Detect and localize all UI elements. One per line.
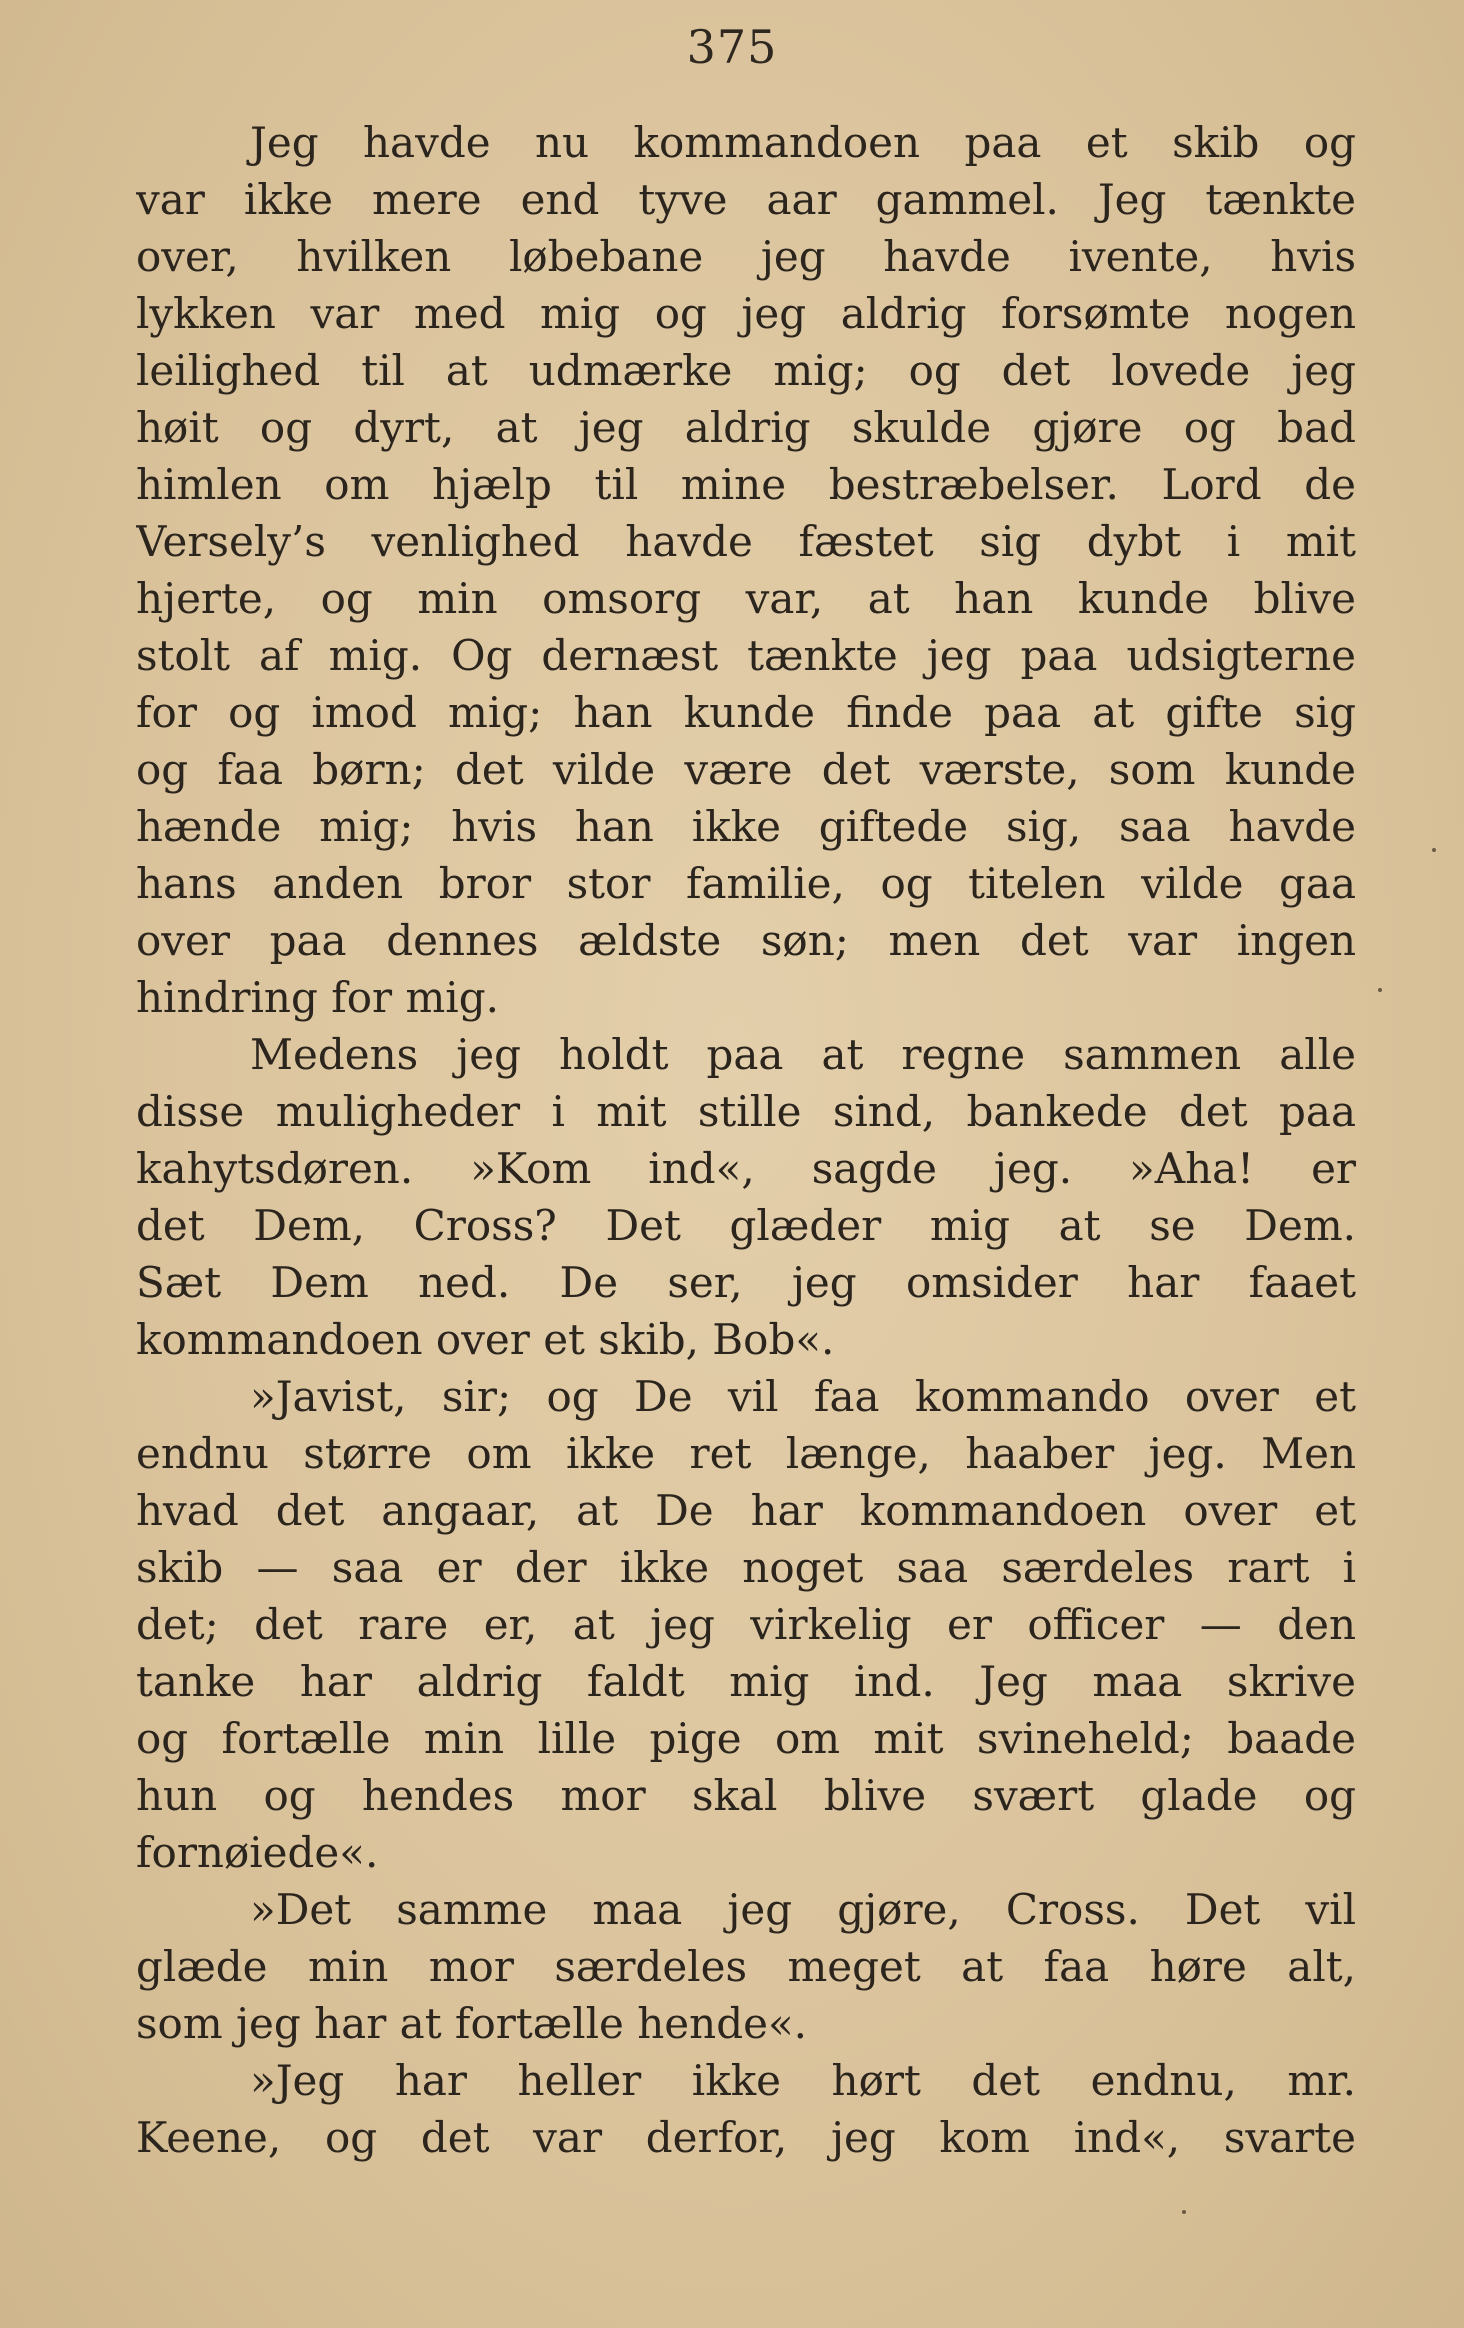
text-line: høit og dyrt, at jeg aldrig skulde gjøre og bad (136, 403, 1356, 452)
text-line: kommandoen over et skib, Bob«. (136, 1315, 835, 1364)
paper-speck (1182, 2210, 1186, 2214)
text-line: hindring for mig. (136, 973, 499, 1022)
text-line: over, hvilken løbebane jeg havde ivente, hvis (136, 232, 1356, 281)
text-line: endnu større om ikke ret længe, haaber jeg. Men (136, 1429, 1356, 1478)
text-line: himlen om hjælp til mine bestræbelser. Lord de (136, 460, 1356, 509)
text-line: hjerte, og min omsorg var, at han kunde blive (136, 574, 1356, 623)
paper-speck (1378, 988, 1382, 992)
text-line: og fortælle min lille pige om mit svineheld; baade (136, 1714, 1356, 1763)
text-line: over paa dennes ældste søn; men det var ingen (136, 916, 1356, 965)
text-line: Medens jeg holdt paa at regne sammen alle (250, 1030, 1356, 1079)
page-number: 375 (686, 20, 778, 74)
text-line: kahytsdøren. »Kom ind«, sagde jeg. »Aha! er (136, 1144, 1356, 1193)
text-line: for og imod mig; han kunde finde paa at gifte sig (136, 688, 1356, 737)
text-line: var ikke mere end tyve aar gammel. Jeg tænkte (136, 175, 1356, 224)
text-line: som jeg har at fortælle hende«. (136, 1999, 807, 2048)
text-line: glæde min mor særdeles meget at faa høre alt, (136, 1942, 1356, 1991)
text-line: hænde mig; hvis han ikke giftede sig, saa havde (136, 802, 1356, 851)
paper-speck (1432, 848, 1436, 852)
text-line: Jeg havde nu kommandoen paa et skib og (250, 118, 1356, 167)
text-line: og faa børn; det vilde være det værste, som kunde (136, 745, 1356, 794)
text-line: hun og hendes mor skal blive svært glade og (136, 1771, 1356, 1820)
text-line: Keene, og det var derfor, jeg kom ind«, svarte (136, 2113, 1356, 2162)
text-line: hvad det angaar, at De har kommandoen over et (136, 1486, 1356, 1535)
text-line: disse muligheder i mit stille sind, bankede det paa (136, 1087, 1356, 1136)
text-line: skib — saa er der ikke noget saa særdeles rart i (136, 1543, 1356, 1592)
text-line: hans anden bror stor familie, og titelen vilde gaa (136, 859, 1356, 908)
text-line: »Jeg har heller ikke hørt det endnu, mr. (250, 2056, 1356, 2105)
text-line: lykken var med mig og jeg aldrig forsømte nogen (136, 289, 1356, 338)
text-line: stolt af mig. Og dernæst tænkte jeg paa udsigterne (136, 631, 1356, 680)
text-line: Sæt Dem ned. De ser, jeg omsider har faaet (136, 1258, 1356, 1307)
text-line: Versely’s venlighed havde fæstet sig dybt i mit (136, 517, 1356, 566)
text-line: det Dem, Cross? Det glæder mig at se Dem. (136, 1201, 1356, 1250)
body-text (136, 114, 1356, 2166)
text-line: »Det samme maa jeg gjøre, Cross. Det vil (250, 1885, 1356, 1934)
text-line: leilighed til at udmærke mig; og det lovede jeg (136, 346, 1356, 395)
text-line: fornøiede«. (136, 1828, 379, 1877)
text-line: det; det rare er, at jeg virkelig er officer — den (136, 1600, 1356, 1649)
text-line: tanke har aldrig faldt mig ind. Jeg maa skrive (136, 1657, 1356, 1706)
text-line: »Javist, sir; og De vil faa kommando over et (250, 1372, 1356, 1421)
